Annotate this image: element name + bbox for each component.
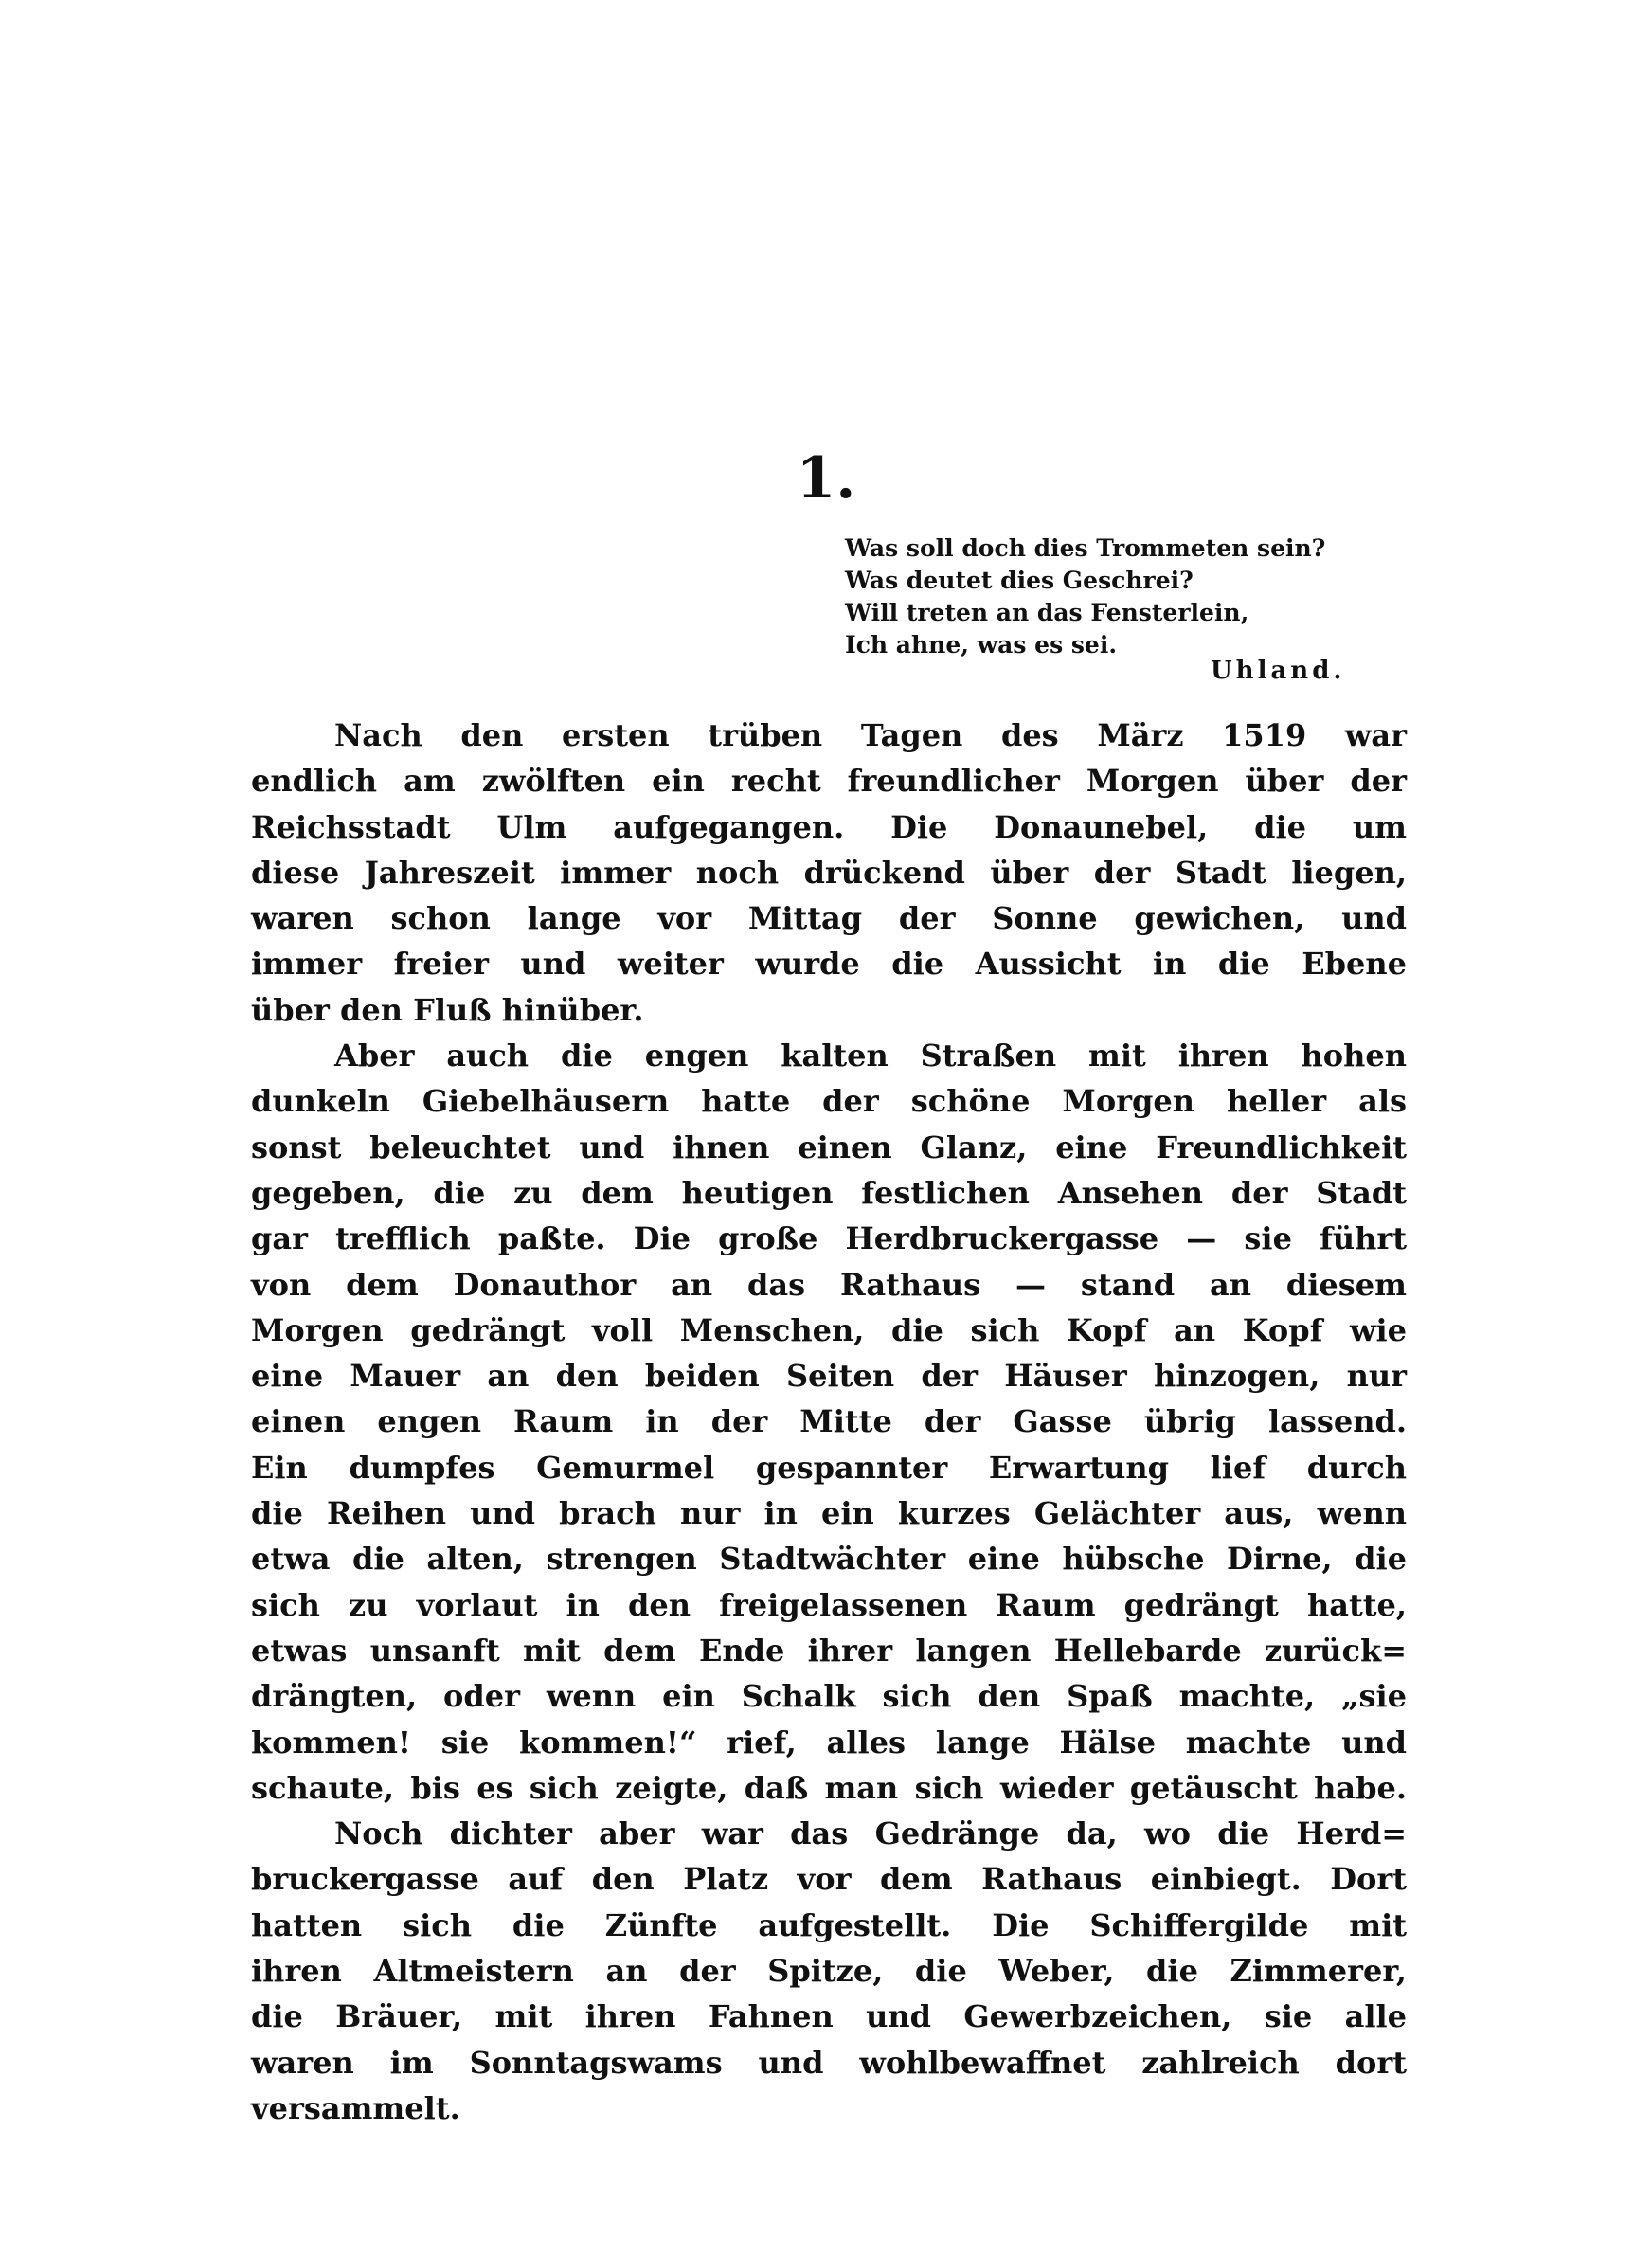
paragraph-line: die Reihen und brach nur in ein kurzes Gelächter aus, wenn [251,1495,1407,1532]
chapter-number: 1. [796,445,856,512]
paragraph-line: etwa die alten, strengen Stadtwächter eine hübsche Dirne, die [251,1541,1407,1578]
paragraph-line: versammelt. [251,2089,460,2126]
paragraph-line: die Bräuer, mit ihren Fahnen und Gewerbzeichen, sie alle [251,1998,1407,2035]
paragraph-line: Ein dumpfes Gemurmel gespannter Erwartung lief durch [251,1449,1407,1486]
paragraph-line: sich zu vorlaut in den freigelassenen Raum gedrängt hatte, [251,1586,1407,1623]
paragraph-line: Morgen gedrängt voll Menschen, die sich Kopf an Kopf wie [251,1311,1407,1348]
paragraph-line: eine Mauer an den beiden Seiten der Häuser hinzogen, nur [251,1358,1407,1395]
chapter-body [251,713,1407,2131]
paragraph-line: etwas unsanft mit dem Ende ihrer langen Hellebarde zurück= [251,1632,1407,1669]
paragraph-line: gegeben, die zu dem heutigen festlichen Ansehen der Stadt [251,1174,1407,1211]
epigraph-line: Will treten an das Fensterlein, [845,599,1249,626]
epigraph [845,533,1375,661]
paragraph-line: dunkeln Giebelhäusern hatte der schöne Morgen heller als [251,1083,1407,1120]
paragraph-line: schaute, bis es sich zeigte, daß man sich wieder getäuscht habe. [251,1769,1407,1806]
paragraph-line: bruckergasse auf den Platz vor dem Rathaus einbiegt. Dort [251,1861,1407,1898]
paragraph-line: diese Jahreszeit immer noch drückend über der Stadt liegen, [251,854,1407,891]
paragraph-line: hatten sich die Zünfte aufgestellt. Die Schiffergilde mit [251,1906,1407,1943]
paragraph-line: kommen! sie kommen!“ rief, alles lange Hälse machte und [251,1724,1407,1760]
paragraph-line: immer freier und weiter wurde die Aussicht in die Ebene [251,946,1407,983]
paragraph-line: einen engen Raum in der Mitte der Gasse übrig lassend. [251,1403,1407,1440]
paragraph-line: waren schon lange vor Mittag der Sonne gewichen, und [251,900,1407,937]
paragraph-line: gar trefflich paßte. Die große Herdbruckergasse — sie führt [251,1220,1407,1257]
paragraph-line: ihren Altmeistern an der Spitze, die Weber, die Zimmerer, [251,1953,1407,1990]
paragraph-line: über den Fluß hinüber. [251,991,644,1028]
paragraph-line: endlich am zwölften ein recht freundlicher Morgen über der [251,763,1407,800]
paragraph-line: Reichsstadt Ulm aufgegangen. Die Donaunebel, die um [251,808,1407,845]
paragraph-line: drängten, oder wenn ein Schalk sich den Spaß machte, „sie [251,1678,1407,1715]
epigraph-line: Was soll doch dies Trommeten sein? [845,534,1326,562]
paragraph-line: waren im Sonntagswams und wohlbewaffnet zahlreich dort [251,2044,1407,2081]
paragraph-line: Aber auch die engen kalten Straßen mit ihren hohen [334,1038,1407,1074]
epigraph-line: Ich ahne, was es sei. [845,631,1118,659]
epigraph-line: Was deutet dies Geschrei? [845,567,1194,594]
epigraph-author: Uhland. [1211,657,1346,685]
paragraph-line: von dem Donauthor an das Rathaus — stand an diesem [251,1266,1407,1303]
paragraph-line: Nach den ersten trüben Tagen des März 1519 war [334,717,1407,753]
paragraph-line: sonst beleuchtet und ihnen einen Glanz, eine Freundlichkeit [251,1128,1407,1165]
paragraph-line: Noch dichter aber war das Gedränge da, wo die Herd= [334,1815,1407,1852]
